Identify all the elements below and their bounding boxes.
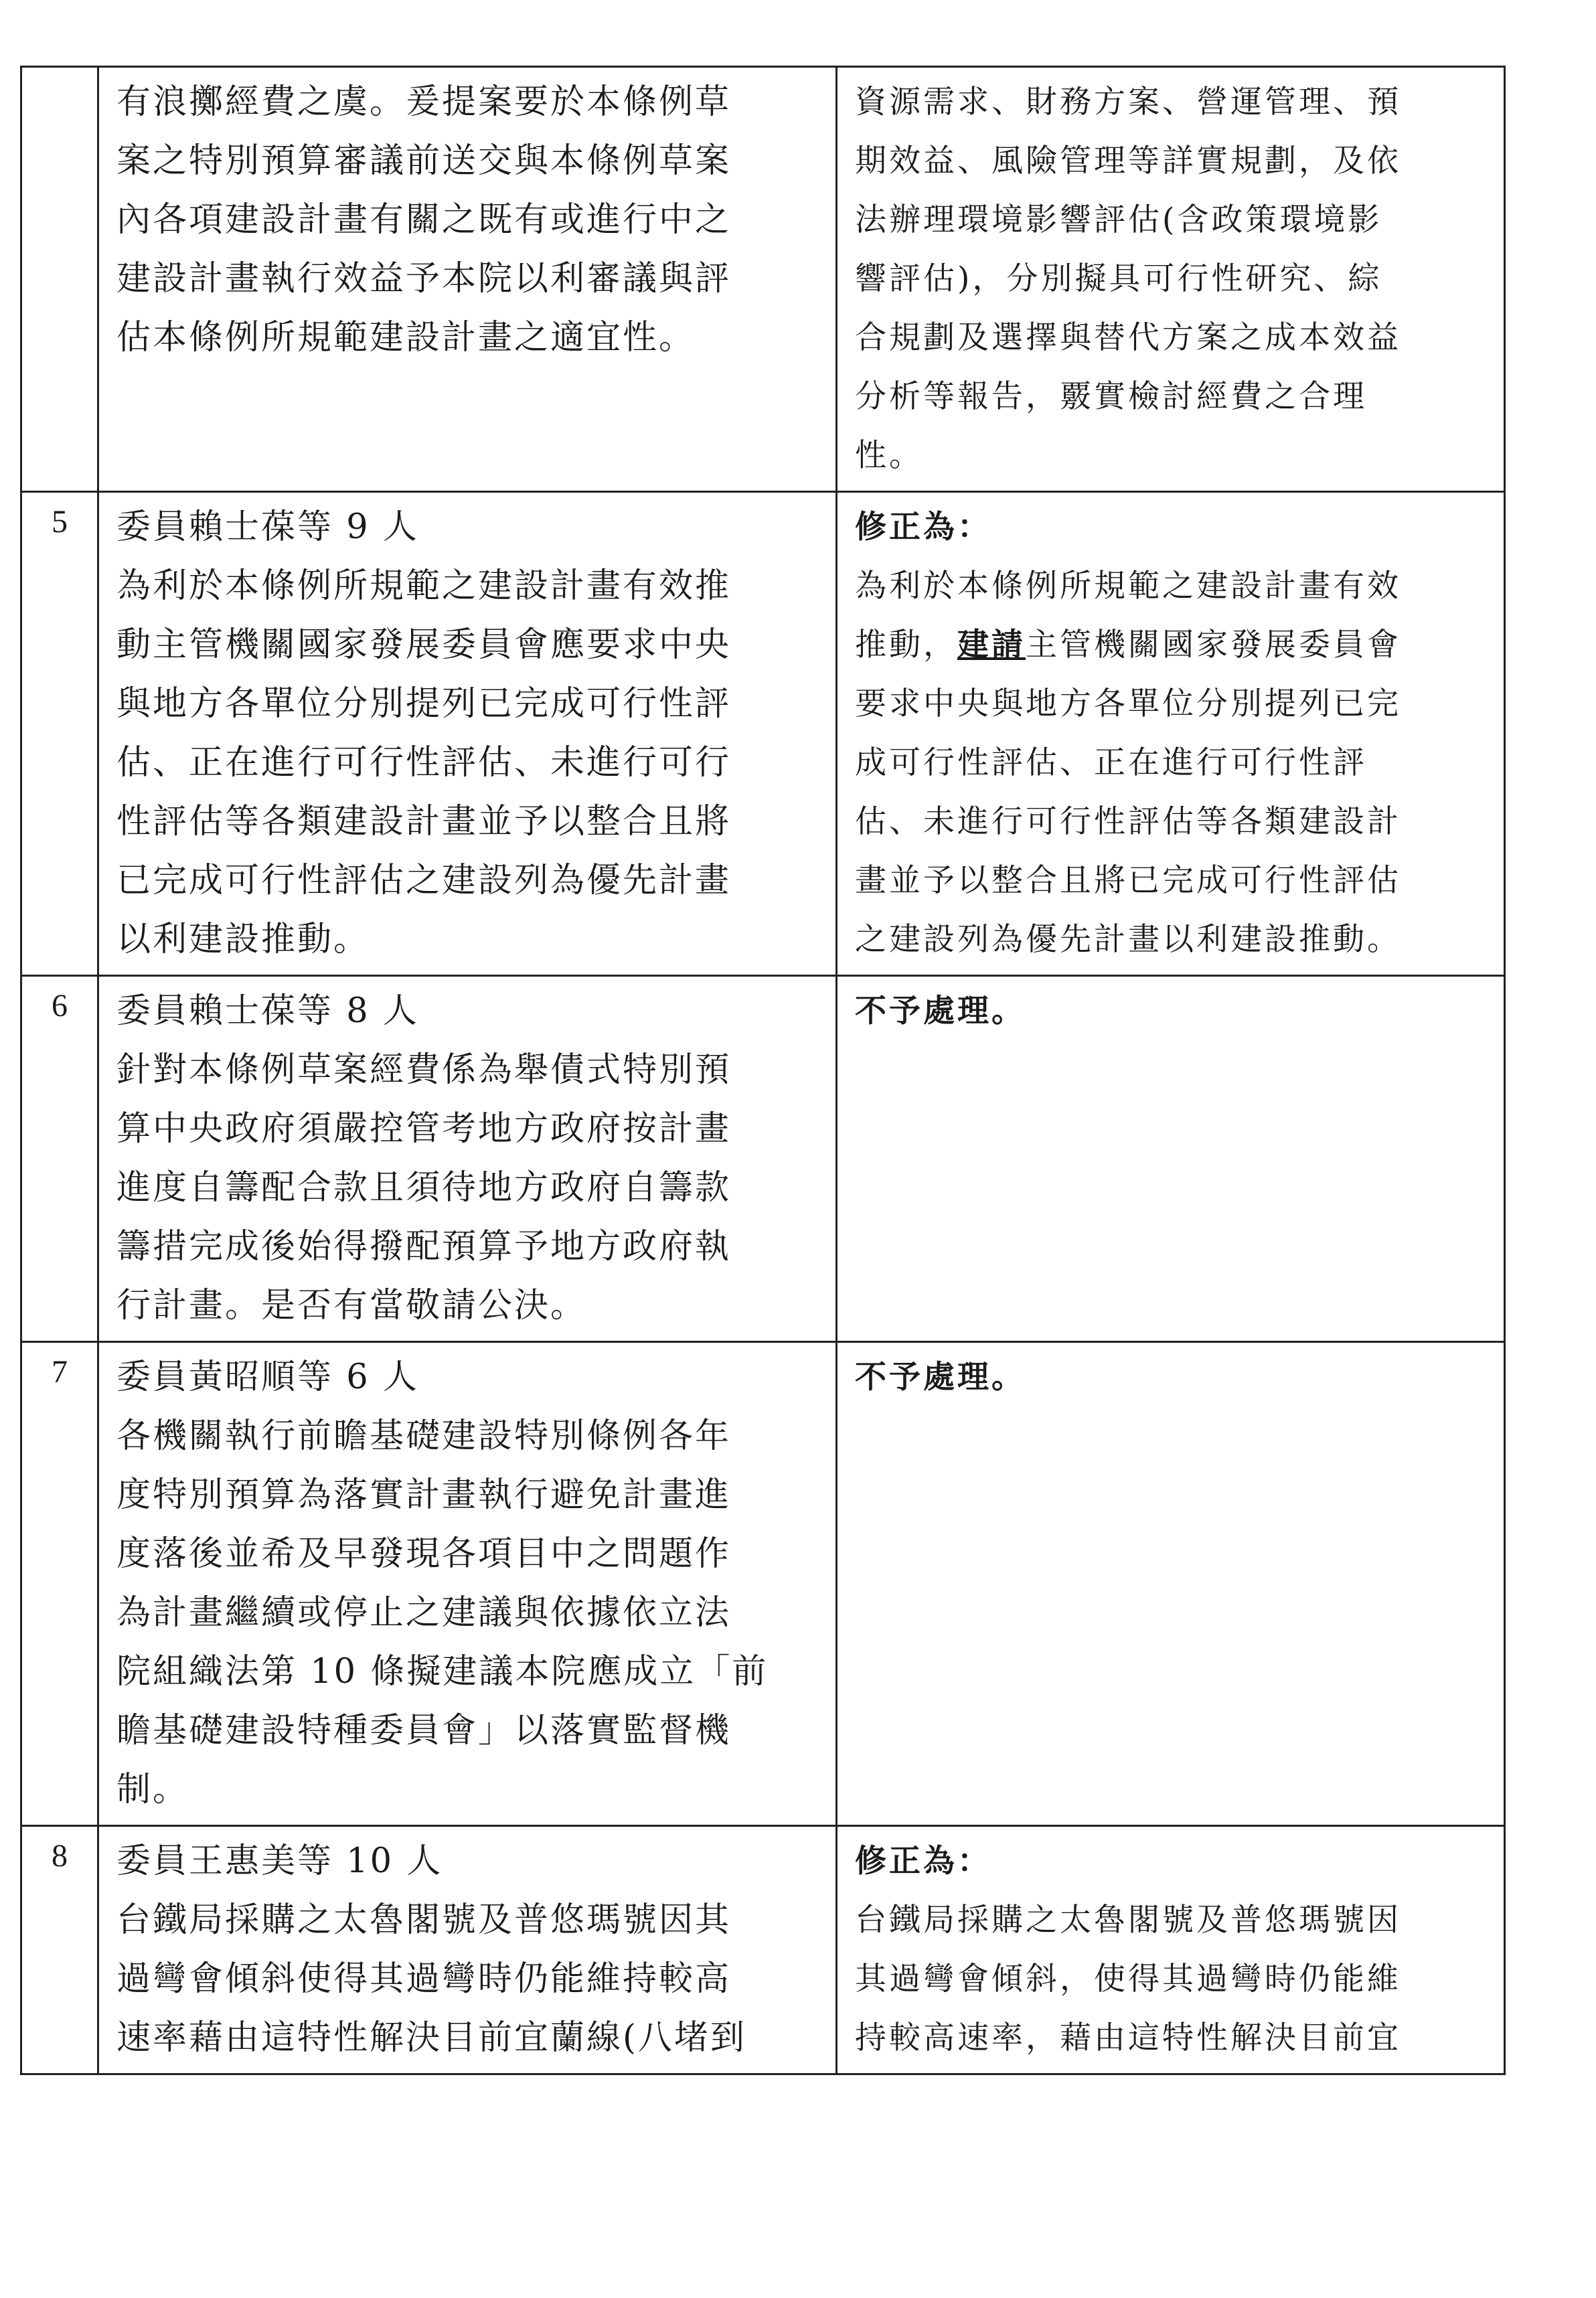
text-line: 法辦理環境影響評估(含政策環境影	[855, 201, 1382, 238]
result-cell	[837, 976, 1505, 1342]
text-line: 要求中央與地方各單位分別提列已完	[855, 685, 1401, 722]
text-line: 有浪擲經費之虞。爰提案要於本條例草	[116, 82, 732, 122]
result-heading: 不予處理。	[855, 993, 1026, 1030]
proposer-line: 委員賴士葆等 8 人	[116, 991, 419, 1031]
result-cell	[837, 1826, 1505, 2074]
text-line: 持較高速率，藉由這特性解決目前宜	[855, 2020, 1401, 2056]
table-row	[21, 1342, 1505, 1826]
text-line: 期效益、風險管理等詳實規劃，及依	[855, 143, 1401, 179]
text-line: 台鐵局採購之太魯閣號及普悠瑪號因其	[116, 1900, 732, 1940]
text-line: 以利建設推動。	[116, 920, 370, 959]
table-row	[21, 492, 1505, 976]
row-number: 7	[21, 1342, 98, 1826]
text-line: 為計畫繼續或停止之建議與依據依立法	[116, 1593, 732, 1633]
text-line	[855, 616, 1489, 675]
text-line: 與地方各單位分別提列已完成可行性評	[116, 684, 732, 724]
text-segment: 推動，	[855, 627, 957, 663]
text-line: 為利於本條例所規範之建設計畫有效推	[116, 566, 732, 606]
text-line: 響評估)，分別擬具可行性研究、綜	[855, 260, 1382, 297]
text-line: 瞻基礎建設特種委員會」以落實監督機	[116, 1711, 732, 1750]
row-number	[21, 67, 98, 492]
proposal-cell	[98, 67, 837, 492]
text-line: 建設計畫執行效益予本院以利審議與評	[116, 259, 732, 299]
text-line: 估本條例所規範建設計畫之適宜性。	[116, 318, 696, 357]
text-line: 其過彎會傾斜，使得其過彎時仍能維	[855, 1961, 1401, 1997]
text-line: 速率藉由這特性解決目前宜蘭線(八堵到	[116, 2018, 746, 2058]
text-line: 畫並予以整合且將已完成可行性評估	[855, 862, 1401, 899]
text-line: 針對本條例草案經費係為舉債式特別預	[116, 1050, 732, 1090]
text-line: 台鐵局採購之太魯閣號及普悠瑪號因	[855, 1902, 1401, 1939]
text-line: 度特別預算為落實計畫執行避免計畫進	[116, 1475, 732, 1515]
text-line: 院組織法第 10 條擬建議本院應成立「前	[116, 1652, 769, 1692]
row-number: 5	[21, 492, 98, 976]
text-line: 合規劃及選擇與替代方案之成本效益	[855, 319, 1401, 356]
proposal-cell	[98, 1826, 837, 2074]
text-line: 進度自籌配合款且須待地方政府自籌款	[116, 1168, 732, 1208]
result-heading: 不予處理。	[855, 1359, 1026, 1396]
table-row	[21, 67, 1505, 492]
text-line: 算中央政府須嚴控管考地方政府按計畫	[116, 1109, 732, 1149]
text-line: 資源需求、財務方案、營運管理、預	[855, 84, 1401, 120]
text-line: 已完成可行性評估之建設列為優先計畫	[116, 861, 732, 900]
table-row	[21, 1826, 1505, 2074]
proposer-line: 委員黃昭順等 6 人	[116, 1358, 419, 1397]
proposal-cell	[98, 1342, 837, 1826]
proposal-cell	[98, 976, 837, 1342]
text-line: 估、未進行可行性評估等各類建設計	[855, 803, 1401, 840]
proposer-line: 委員王惠美等 10 人	[116, 1841, 443, 1881]
underlined-insertion: 建請	[957, 627, 1026, 663]
text-line: 性評估等各類建設計畫並予以整合且將	[116, 802, 732, 841]
result-cell	[837, 492, 1505, 976]
text-line: 制。	[116, 1770, 189, 1809]
text-line: 成可行性評估、正在進行可行性評	[855, 744, 1367, 781]
text-line: 案之特別預算審議前送交與本條例草案	[116, 141, 732, 181]
text-line: 行計畫。是否有當敬請公決。	[116, 1286, 587, 1325]
text-line: 過彎會傾斜使得其過彎時仍能維持較高	[116, 1959, 732, 1999]
text-line: 性。	[855, 437, 923, 474]
proposal-cell	[98, 492, 837, 976]
resolution-table	[20, 66, 1506, 2075]
text-line: 為利於本條例所規範之建設計畫有效	[855, 568, 1401, 604]
result-cell	[837, 1342, 1505, 1826]
text-line: 度落後並希及早發現各項目中之問題作	[116, 1534, 732, 1574]
result-heading: 修正為：	[855, 509, 991, 546]
table-row	[21, 976, 1505, 1342]
text-line: 分析等報告，覈實檢討經費之合理	[855, 378, 1367, 415]
text-segment: 主管機關國家發展委員會	[1026, 627, 1401, 663]
proposer-line: 委員賴士葆等 9 人	[116, 507, 419, 547]
text-line: 籌措完成後始得撥配預算予地方政府執	[116, 1227, 732, 1266]
result-heading: 修正為：	[855, 1843, 991, 1880]
text-line: 內各項建設計畫有關之既有或進行中之	[116, 200, 732, 240]
row-number: 8	[21, 1826, 98, 2074]
text-line: 之建設列為優先計畫以利建設推動。	[855, 921, 1401, 958]
text-line: 各機關執行前瞻基礎建設特別條例各年	[116, 1416, 732, 1456]
row-number: 6	[21, 976, 98, 1342]
text-line: 動主管機關國家發展委員會應要求中央	[116, 625, 732, 665]
text-line: 估、正在進行可行性評估、未進行可行	[116, 743, 732, 783]
result-cell	[837, 67, 1505, 492]
